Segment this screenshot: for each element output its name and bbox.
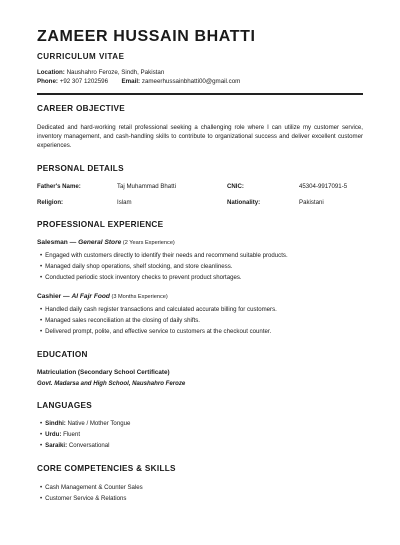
- job-title: Salesman: [37, 239, 68, 246]
- job-dash: —: [67, 239, 79, 246]
- experience-heading: PROFESSIONAL EXPERIENCE: [37, 220, 164, 229]
- location-value: Naushahro Feroze, Sindh, Pakistan: [66, 69, 165, 76]
- job-duties-list: [40, 250, 288, 283]
- header-divider: [37, 93, 363, 95]
- education-school: Govt. Madarsa and High School, Naushahro Feroze: [37, 380, 186, 387]
- father-name-label: Father's Name:: [37, 183, 81, 190]
- job-duration: (2 Years Experience): [121, 240, 175, 246]
- list-item: • Conducted periodic stock inventory checks to prevent product shortages.: [40, 272, 288, 283]
- career-objective-heading: CAREER OBJECTIVE: [37, 104, 126, 113]
- skills-heading: CORE COMPETENCIES & SKILLS: [37, 464, 176, 473]
- job-company: Al Fajr Food: [71, 293, 110, 300]
- personal-row-2: [37, 199, 363, 209]
- language-level: Native / Mother Tongue: [65, 420, 131, 427]
- nationality-label: Nationality:: [227, 199, 261, 206]
- language-name: Urdu:: [45, 431, 62, 438]
- list-item: • Managed sales reconciliation at the closing of daily shifts.: [40, 315, 277, 326]
- language-name: Sindhi:: [45, 420, 66, 427]
- languages-heading: LANGUAGES: [37, 401, 93, 410]
- job-duties-list: [40, 304, 277, 337]
- email-label: Email:: [121, 78, 141, 85]
- job-title-line: [37, 239, 175, 246]
- job-title-line: [37, 293, 168, 300]
- list-item: • Managed daily shop operations, shelf stocking, and store cleanliness.: [40, 261, 288, 272]
- education-heading: EDUCATION: [37, 350, 88, 359]
- list-item: • Delivered prompt, polite, and effective service to customers at the checkout counter.: [40, 326, 277, 337]
- list-item: [40, 429, 130, 440]
- job-company: General Store: [78, 239, 122, 246]
- language-name: Saraiki:: [45, 442, 68, 449]
- language-level: Fluent: [61, 431, 81, 438]
- phone-label: Phone:: [37, 78, 58, 85]
- religion-label: Religion:: [37, 199, 64, 206]
- list-item: [40, 418, 130, 429]
- phone-value: +92 307 1202596: [59, 78, 109, 85]
- list-item: [40, 440, 130, 451]
- career-objective-text: Dedicated and hard-working retail professional seeking a challenging role where I can utilize my customer service, inventory management, and cash-handling skills to contribute to organizational success and deliver excellent customer experiences.: [37, 124, 363, 149]
- language-level: Conversational: [67, 442, 110, 449]
- list-item: • Handled daily cash register transactions and calculated accurate billing for customers.: [40, 304, 277, 315]
- father-name-value: Taj Muhammad Bhatti: [117, 183, 176, 190]
- job-duration: (3 Months Experience): [109, 294, 168, 300]
- personal-row-1: [37, 183, 363, 193]
- email-value: zameerhussainbhatti00@gmail.com: [141, 78, 241, 85]
- location-label: Location:: [37, 69, 65, 76]
- list-item: • Engaged with customers directly to identify their needs and recommend suitable products.: [40, 250, 288, 261]
- religion-value: Islam: [117, 199, 132, 206]
- candidate-name: ZAMEER HUSSAIN BHATTI: [37, 28, 256, 45]
- location-line: [37, 69, 164, 76]
- cnic-value: 45304-9917091-5: [299, 183, 348, 190]
- list-item: • Customer Service & Relations: [40, 493, 143, 504]
- personal-details-heading: PERSONAL DETAILS: [37, 164, 124, 173]
- languages-list: [40, 418, 130, 451]
- contact-line: [37, 78, 240, 85]
- document-subtitle: CURRICULUM VITAE: [37, 52, 125, 61]
- cnic-label: CNIC:: [227, 183, 244, 190]
- list-item: • Cash Management & Counter Sales: [40, 482, 143, 493]
- nationality-value: Pakistani: [299, 199, 324, 206]
- job-title: Cashier: [37, 293, 62, 300]
- education-degree: Matriculation (Secondary School Certificate): [37, 369, 170, 376]
- job-dash: —: [61, 293, 72, 300]
- skills-list: [40, 482, 143, 504]
